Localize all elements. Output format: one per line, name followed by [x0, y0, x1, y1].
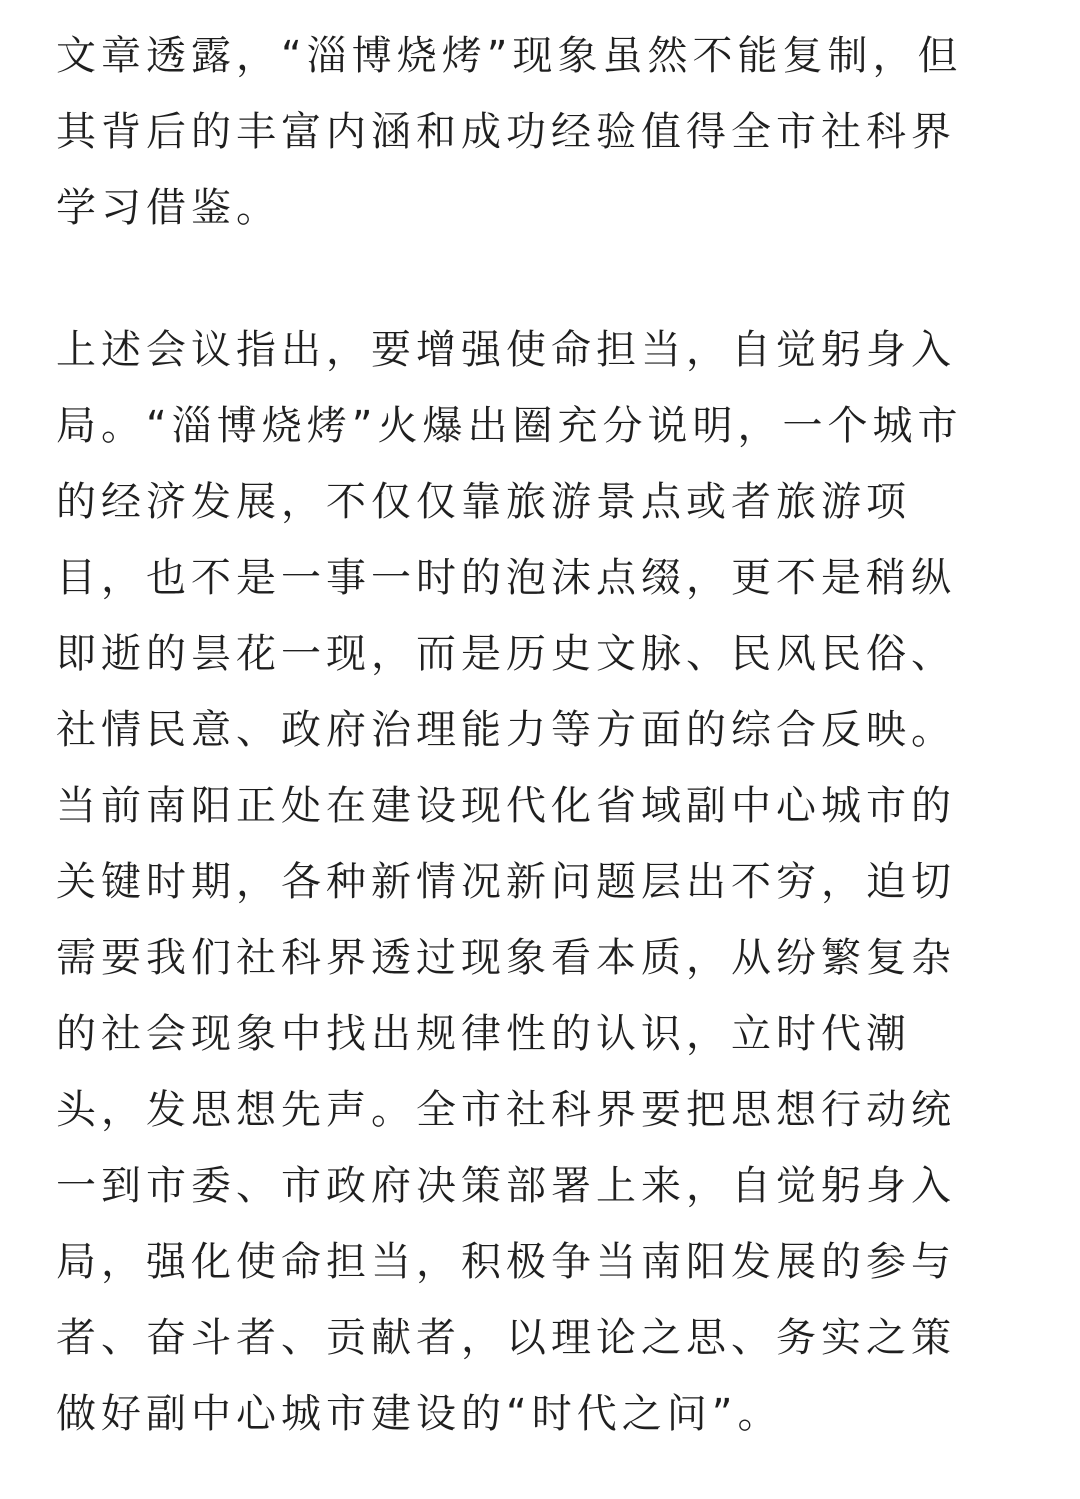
text-line: 当前南阳正处在建设现代化省域副中心城市的: [56, 783, 956, 829]
text-line: 关键时期，各种新情况新问题层出不穷，迫切: [56, 859, 956, 905]
paragraph-2: [56, 312, 1026, 1452]
paragraph-spacer: [56, 246, 1026, 312]
text-line: 局。“淄博烧烤”火爆出圈充分说明，一个城市: [56, 403, 963, 449]
article-body: [56, 18, 1026, 1452]
text-line: 上述会议指出，要增强使命担当，自觉躬身入: [56, 327, 956, 373]
text-line: 的社会现象中找出规律性的认识，立时代潮: [56, 1011, 911, 1057]
paragraph-1: [56, 18, 1026, 246]
text-line: 头，发思想先声。全市社科界要把思想行动统: [56, 1087, 956, 1133]
text-line: 文章透露，“淄博烧烤”现象虽然不能复制，但: [56, 33, 963, 79]
text-line: 其背后的丰富内涵和成功经验值得全市社科界: [56, 109, 956, 155]
text-line: 需要我们社科界透过现象看本质，从纷繁复杂: [56, 935, 956, 981]
text-line: 学习借鉴。: [56, 185, 281, 231]
text-line: 即逝的昙花一现，而是历史文脉、民风民俗、: [56, 631, 956, 677]
text-line: 做好副中心城市建设的“时代之问”。: [56, 1391, 783, 1437]
text-line: 的经济发展，不仅仅靠旅游景点或者旅游项: [56, 479, 911, 525]
text-line: 目，也不是一事一时的泡沫点缀，更不是稍纵: [56, 555, 956, 601]
text-line: 者、奋斗者、贡献者，以理论之思、务实之策: [56, 1315, 956, 1361]
text-line: 社情民意、政府治理能力等方面的综合反映。: [56, 707, 956, 753]
text-line: 局，强化使命担当，积极争当南阳发展的参与: [56, 1239, 956, 1285]
text-line: 一到市委、市政府决策部署上来，自觉躬身入: [56, 1163, 956, 1209]
